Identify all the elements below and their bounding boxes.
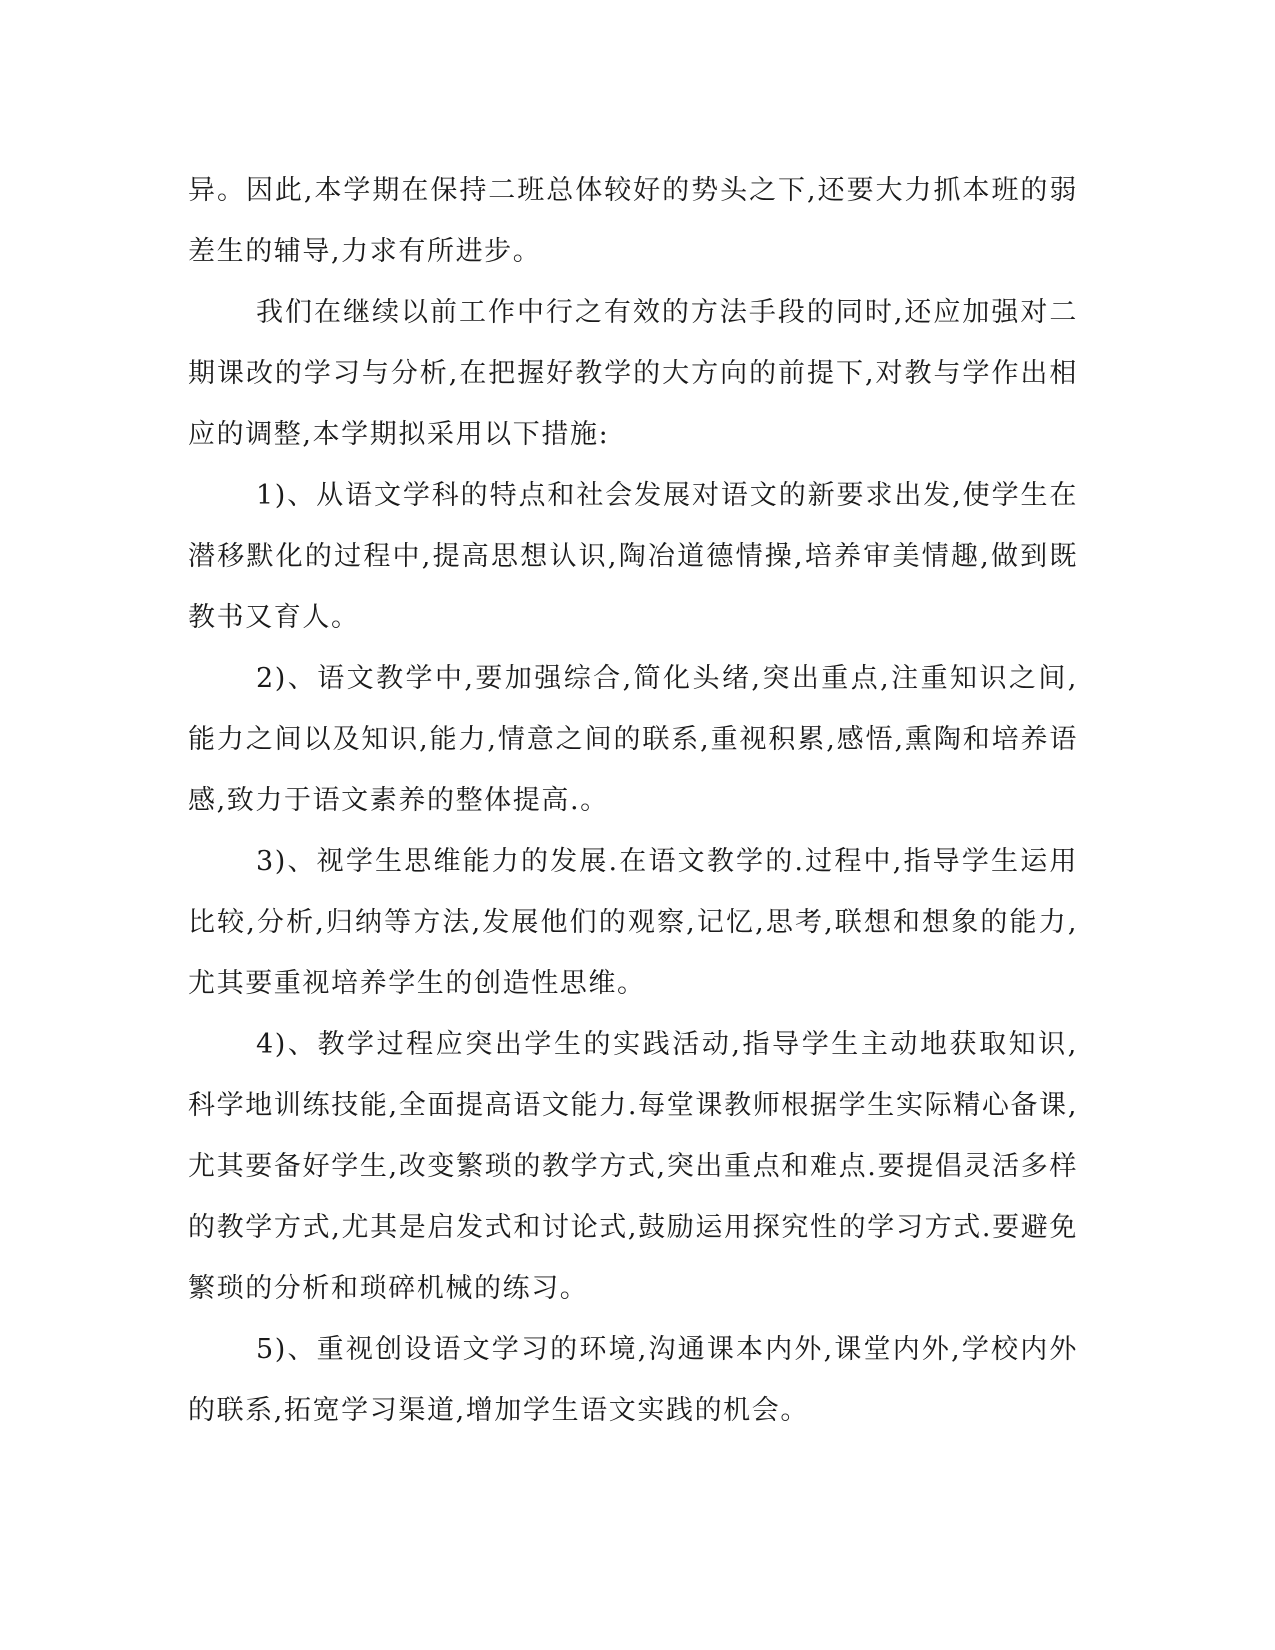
paragraph-measure-5: 5)、重视创设语文学习的环境,沟通课本内外,课堂内外,学校内外的联系,拓宽学习渠道,增加学生语文实践的机会。 bbox=[188, 1334, 1078, 1426]
paragraph-continuation: 异。因此,本学期在保持二班总体较好的势头之下,还要大力抓本班的弱差生的辅导,力求有所进步。 bbox=[188, 175, 1078, 267]
paragraph-intro: 我们在继续以前工作中行之有效的方法手段的同时,还应加强对二期课改的学习与分析,在把握好教学的大方向的前提下,对教与学作出相应的调整,本学期拟采用以下措施: bbox=[188, 297, 1078, 450]
paragraph-measure-4: 4)、教学过程应突出学生的实践活动,指导学生主动地获取知识,科学地训练技能,全面提高语文能力.每堂课教师根据学生实际精心备课,尤其要备好学生,改变繁琐的教学方式,突出重点和难点.要提倡灵活多样的教学方式,尤其是启发式和讨论式,鼓励运用探究性的学习方式.要避免繁琐的分析和琐碎机械的练习。 bbox=[188, 1029, 1078, 1304]
document-body bbox=[188, 160, 1078, 1441]
paragraph-measure-1: 1)、从语文学科的特点和社会发展对语文的新要求出发,使学生在潜移默化的过程中,提高思想认识,陶冶道德情操,培养审美情趣,做到既教书又育人。 bbox=[188, 480, 1078, 633]
paragraph-measure-2: 2)、语文教学中,要加强综合,简化头绪,突出重点,注重知识之间,能力之间以及知识,能力,情意之间的联系,重视积累,感悟,熏陶和培养语感,致力于语文素养的整体提高.。 bbox=[188, 663, 1078, 816]
paragraph-measure-3: 3)、视学生思维能力的发展.在语文教学的.过程中,指导学生运用比较,分析,归纳等方法,发展他们的观察,记忆,思考,联想和想象的能力,尤其要重视培养学生的创造性思维。 bbox=[188, 846, 1078, 999]
